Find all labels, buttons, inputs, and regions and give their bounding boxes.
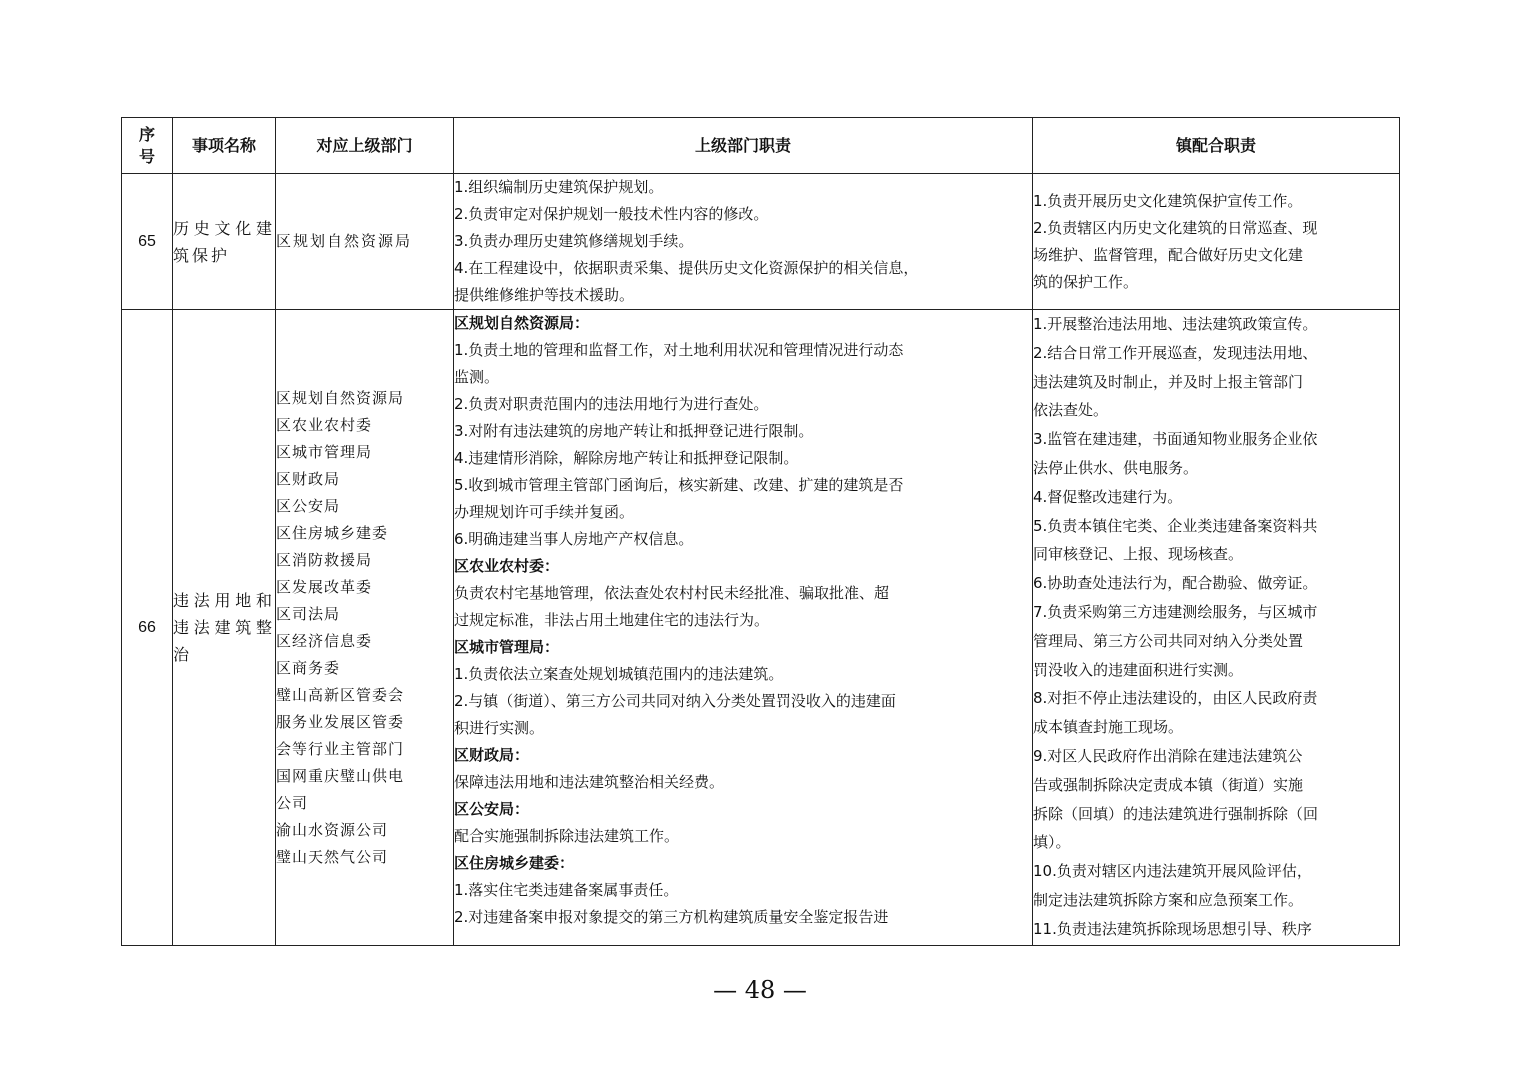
town-duty-line: 成本镇查封施工现场。 (1033, 718, 1184, 737)
duty-line: 1.负责依法立案查处规划城镇范围内的违法建筑。 (454, 665, 784, 683)
department-heading: 区住房城乡建委： (454, 854, 575, 872)
duties-list (454, 310, 1032, 944)
town-duty-line: 同审核登记、上报、现场核查。 (1033, 545, 1244, 564)
department-heading: 区农业农村委： (454, 557, 560, 575)
town-duty-line: 管理局、第三方公司共同对纳入分类处置 (1033, 631, 1304, 650)
town-duty-line: 6.协助查处违法行为，配合勘验、做旁证。 (1033, 574, 1318, 593)
duty-line: 5.收到城市管理主管部门函询后，核实新建、改建、扩建的建筑是否 (454, 476, 904, 494)
department-heading: 区规划自然资源局： (454, 314, 590, 332)
town-duties (1033, 310, 1400, 946)
duty-line: 负责农村宅基地管理，依法查处农村村民未经批准、骗取批准、超 (454, 584, 890, 602)
duty-line: 办理规划许可手续并复函。 (454, 503, 635, 521)
town-duty-line: 1.开展整治违法用地、违法建筑政策宣传。 (1033, 315, 1318, 333)
superior-department: 区规划自然资源局 (276, 174, 454, 310)
superior-duties (454, 310, 1033, 946)
header-item-name: 事项名称 (173, 118, 276, 174)
department-heading: 区财政局： (454, 746, 530, 764)
department-heading: 区城市管理局： (454, 638, 560, 656)
department-heading: 区公安局： (454, 800, 530, 818)
duties-table (121, 117, 1400, 946)
duty-line: 2.负责对职责范围内的违法用地行为进行查处。 (454, 395, 769, 413)
town-duty-line: 制定违法建筑拆除方案和应急预案工作。 (1033, 890, 1304, 909)
header-superior-department: 对应上级部门 (276, 118, 454, 174)
table-header-row (122, 118, 1400, 174)
duty-line: 3.对附有违法建筑的房地产转让和抵押登记进行限制。 (454, 422, 814, 440)
town-duty-line: 10.负责对辖区内违法建筑开展风险评估， (1033, 862, 1312, 881)
header-town-duties: 镇配合职责 (1033, 118, 1400, 174)
town-duty-line: 3.监管在建违建，书面通知物业服务企业依 (1033, 430, 1318, 449)
duty-line: 6.明确违建当事人房地产产权信息。 (454, 530, 694, 548)
town-duty-line: 9.对区人民政府作出消除在建违法建筑公 (1033, 746, 1303, 765)
page-number: — 48 — (713, 976, 807, 1004)
duty-line: 2.对违建备案申报对象提交的第三方机构建筑质量安全鉴定报告进 (454, 908, 889, 926)
duty-line: 1.负责土地的管理和监督工作，对土地利用状况和管理情况进行动态 (454, 341, 904, 359)
duty-line: 2.与镇（街道）、第三方公司共同对纳入分类处置罚没收入的违建面 (454, 692, 896, 710)
row-index: 65 (122, 174, 173, 310)
duty-line: 配合实施强制拆除违法建筑工作。 (454, 827, 680, 845)
town-duty-line: 8.对拒不停止违法建设的，由区人民政府责 (1033, 689, 1318, 708)
superior-department: 区规划自然资源局 区农业农村委 区城市管理局 区财政局 区公安局 区住房城乡建委 区消防救援局 区发展改革委 区司法局 区经济信息委 区商务委 璧山高新区管委会 服务业发展区管委 会等行业主管部门 国网重庆璧山供电 公司 渝山水资源公司 璧山天然气公司 (276, 310, 454, 946)
town-duty-line: 7.负责采购第三方违建测绘服务，与区城市 (1033, 602, 1318, 621)
town-duty-line: 5.负责本镇住宅类、企业类违建备案资料共 (1033, 516, 1318, 535)
table-row-65 (122, 174, 1400, 310)
header-superior-duties: 上级部门职责 (454, 118, 1033, 174)
town-duty-line: 罚没收入的违建面积进行实测。 (1033, 660, 1244, 679)
item-name: 历史文化建筑保护 (173, 174, 276, 310)
town-duty-line: 填）。 (1033, 833, 1071, 852)
town-duty-line: 拆除（回填）的违法建筑进行强制拆除（回 (1033, 804, 1319, 823)
town-duty-line: 违法建筑及时制止，并及时上报主管部门 (1033, 372, 1304, 391)
town-duty-line: 11.负责违法建筑拆除现场思想引导、秩序 (1033, 919, 1312, 938)
duty-line: 保障违法用地和违法建筑整治相关经费。 (454, 773, 725, 791)
row-index: 66 (122, 310, 173, 946)
duty-line: 监测。 (454, 368, 500, 386)
duty-line: 过规定标准，非法占用土地建住宅的违法行为。 (454, 611, 770, 629)
header-index: 序号 (122, 118, 173, 174)
table-row-66 (122, 310, 1400, 946)
town-duty-line: 4.督促整改违建行为。 (1033, 487, 1183, 506)
duty-line: 积进行实测。 (454, 719, 545, 737)
town-duties: 1.负责开展历史文化建筑保护宣传工作。 2.负责辖区内历史文化建筑的日常巡查、现 场维护、监督管理，配合做好历史文化建 筑的保护工作。 (1033, 174, 1400, 310)
town-duties-list (1033, 310, 1399, 944)
duty-line: 4.违建情形消除，解除房地产转让和抵押登记限制。 (454, 449, 799, 467)
town-duty-line: 依法查处。 (1033, 401, 1109, 420)
duty-line: 1.落实住宅类违建备案属事责任。 (454, 881, 679, 899)
superior-duties: 1.组织编制历史建筑保护规划。 2.负责审定对保护规划一般技术性内容的修改。 3.负责办理历史建筑修缮规划手续。 4.在工程建设中，依据职责采集、提供历史文化资源保护的相关信息， 提供维修维护等技术援助。 (454, 174, 1033, 310)
town-duty-line: 告或强制拆除决定责成本镇（街道）实施 (1033, 775, 1304, 794)
item-name: 违法用地和违法建筑整治 (173, 310, 276, 946)
town-duty-line: 2.结合日常工作开展巡查，发现违法用地、 (1033, 343, 1318, 362)
town-duty-line: 法停止供水、供电服务。 (1033, 458, 1199, 477)
